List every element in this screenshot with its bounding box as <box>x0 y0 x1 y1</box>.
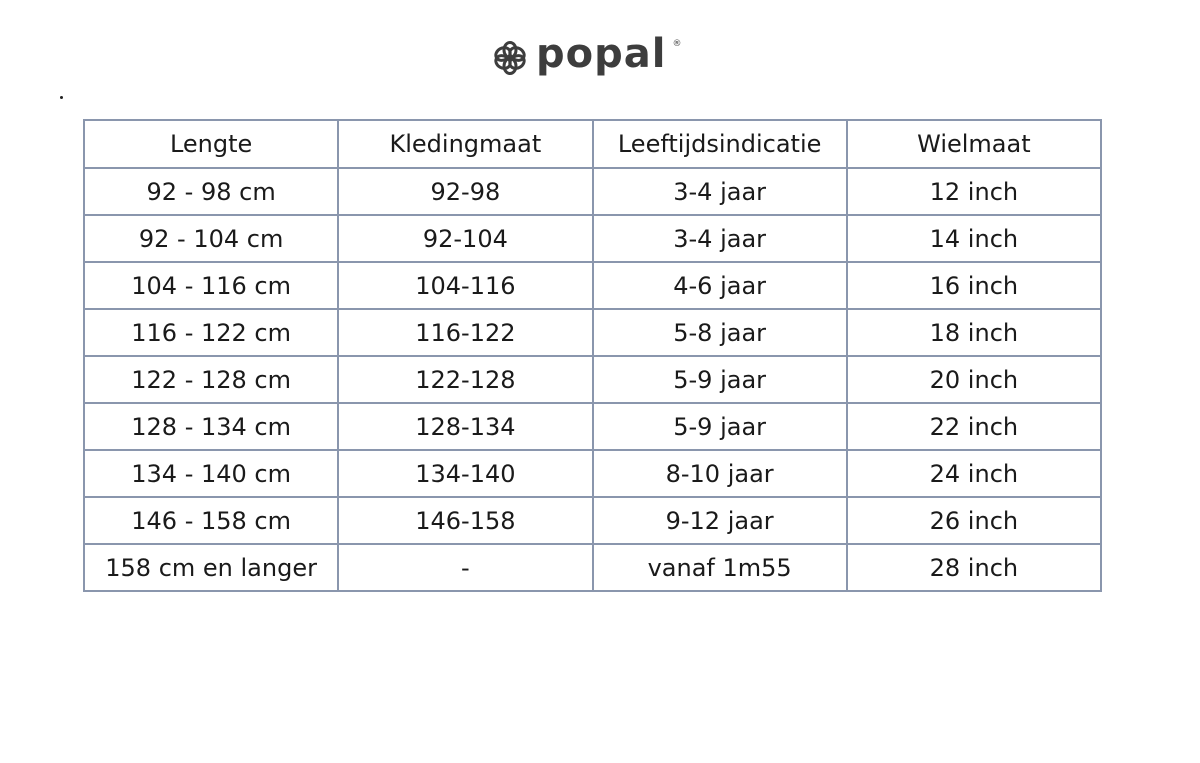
cell-wielmaat: 14 inch <box>847 215 1101 262</box>
cell-wielmaat: 20 inch <box>847 356 1101 403</box>
cell-kledingmaat: 104-116 <box>338 262 592 309</box>
table-row <box>84 497 1101 544</box>
table-row <box>84 450 1101 497</box>
cell-leeftijd: vanaf 1m55 <box>593 544 847 591</box>
cell-kledingmaat: 122-128 <box>338 356 592 403</box>
cell-leeftijd: 5-9 jaar <box>593 356 847 403</box>
cell-leeftijd: 4-6 jaar <box>593 262 847 309</box>
cell-lengte: 146 - 158 cm <box>84 497 338 544</box>
table-row <box>84 262 1101 309</box>
cell-kledingmaat: 128-134 <box>338 403 592 450</box>
table-row <box>84 168 1101 215</box>
cell-lengte: 158 cm en langer <box>84 544 338 591</box>
table-row <box>84 309 1101 356</box>
table-row <box>84 215 1101 262</box>
header-leeftijdsindicatie: Leeftijdsindicatie <box>593 120 847 168</box>
cell-kledingmaat: 146-158 <box>338 497 592 544</box>
cell-leeftijd: 8-10 jaar <box>593 450 847 497</box>
cell-leeftijd: 5-9 jaar <box>593 403 847 450</box>
cell-lengte: 134 - 140 cm <box>84 450 338 497</box>
table-header-row <box>84 120 1101 168</box>
cell-kledingmaat: 92-98 <box>338 168 592 215</box>
cell-wielmaat: 28 inch <box>847 544 1101 591</box>
table-row <box>84 544 1101 591</box>
header-lengte: Lengte <box>84 120 338 168</box>
popal-flower-logo-icon <box>492 40 528 76</box>
cell-lengte: 104 - 116 cm <box>84 262 338 309</box>
table-row <box>84 356 1101 403</box>
table-row <box>84 403 1101 450</box>
cell-lengte: 128 - 134 cm <box>84 403 338 450</box>
cell-kledingmaat: 134-140 <box>338 450 592 497</box>
cell-kledingmaat: - <box>338 544 592 591</box>
cell-lengte: 116 - 122 cm <box>84 309 338 356</box>
cell-kledingmaat: 92-104 <box>338 215 592 262</box>
size-table <box>83 119 1102 592</box>
cell-wielmaat: 22 inch <box>847 403 1101 450</box>
cell-leeftijd: 9-12 jaar <box>593 497 847 544</box>
trademark-mark: ® <box>672 39 682 49</box>
stray-dot <box>60 96 63 99</box>
cell-wielmaat: 26 inch <box>847 497 1101 544</box>
size-chart <box>83 119 1102 592</box>
cell-kledingmaat: 116-122 <box>338 309 592 356</box>
brand-name: popal <box>536 31 667 77</box>
brand-logo <box>492 31 683 80</box>
cell-wielmaat: 24 inch <box>847 450 1101 497</box>
header-kledingmaat: Kledingmaat <box>338 120 592 168</box>
header-wielmaat: Wielmaat <box>847 120 1101 168</box>
cell-wielmaat: 16 inch <box>847 262 1101 309</box>
cell-wielmaat: 12 inch <box>847 168 1101 215</box>
cell-leeftijd: 3-4 jaar <box>593 215 847 262</box>
cell-lengte: 122 - 128 cm <box>84 356 338 403</box>
cell-lengte: 92 - 104 cm <box>84 215 338 262</box>
cell-lengte: 92 - 98 cm <box>84 168 338 215</box>
cell-wielmaat: 18 inch <box>847 309 1101 356</box>
cell-leeftijd: 3-4 jaar <box>593 168 847 215</box>
cell-leeftijd: 5-8 jaar <box>593 309 847 356</box>
